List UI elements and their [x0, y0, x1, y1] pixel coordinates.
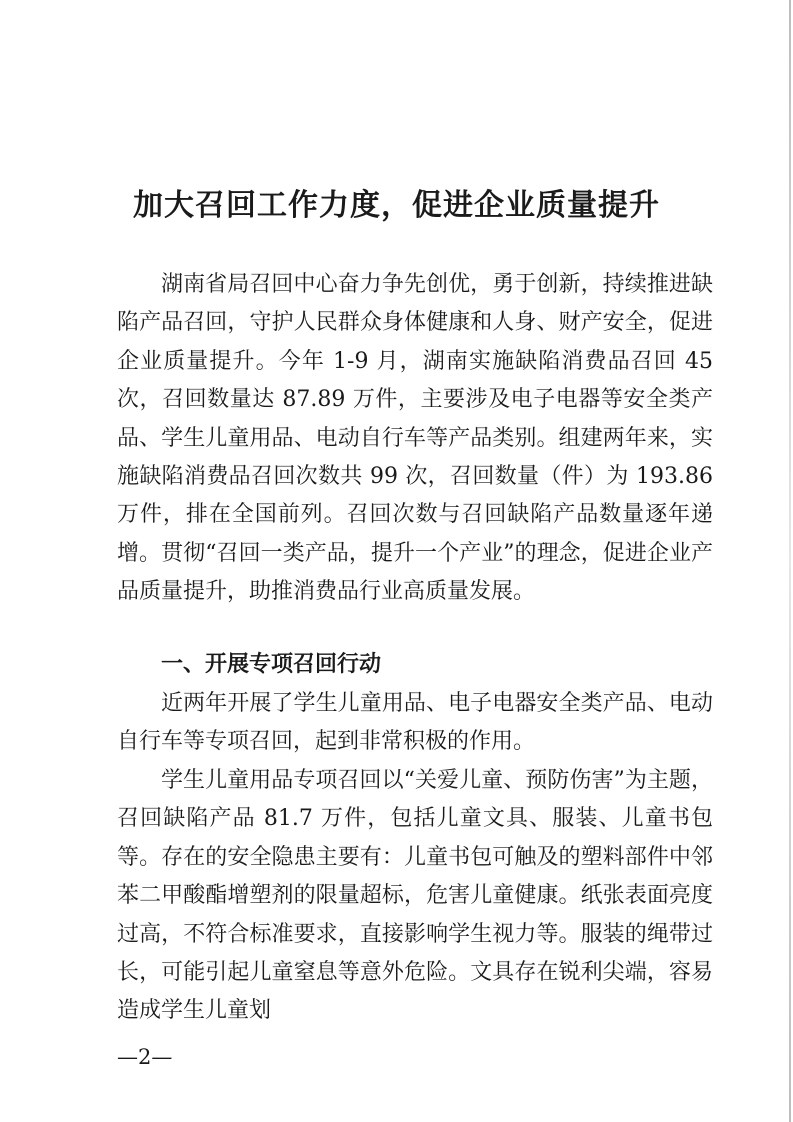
document-title: 加大召回工作力度，促进企业质量提升 — [133, 188, 660, 223]
paragraph-intro: 湖南省局召回中心奋力争先创优，勇于创新，持续推进缺陷产品召回，守护人民群众身体健康和人身、财产安全，促进企业质量提升。今年 1-9 月，湖南实施缺陷消费品召回 45 次，召回数量达 87.89 万件，主要涉及电子电器等安全类产品、学生儿童用品、电动自行车等产品类别。组建两年来，实施缺陷消费品召回次数共 99 次，召回数量（件）为 193.86 万件，排在全国前列。召回次数与召回缺陷产品数量逐年递增。贯彻“召回一类产品，提升一个产业”的理念，促进企业产品质量提升，助推消费品行业高质量发展。 — [117, 272, 713, 605]
page-number: —2— — [117, 1045, 173, 1069]
scan-edge-line — [789, 0, 791, 1122]
paragraph-special-recall: 近两年开展了学生儿童用品、电子电器安全类产品、电动自行车等专项召回，起到非常积极的作用。 — [117, 691, 713, 755]
paragraph-children-products: 学生儿童用品专项召回以“关爱儿童、预防伤害”为主题，召回缺陷产品 81.7 万件，包括儿童文具、服装、儿童书包等。存在的安全隐患主要有：儿童书包可触及的塑料部件中邻苯二甲酸酯增塑剂的限量超标，危害儿童健康。纸张表面亮度过高，不符合标准要求，直接影响学生视力等。服装的绳带过长，可能引起儿童窒息等意外危险。文具存在锐利尖端，容易造成学生儿童划 — [117, 768, 713, 1024]
section-heading: 一、开展专项召回行动 — [161, 652, 382, 677]
